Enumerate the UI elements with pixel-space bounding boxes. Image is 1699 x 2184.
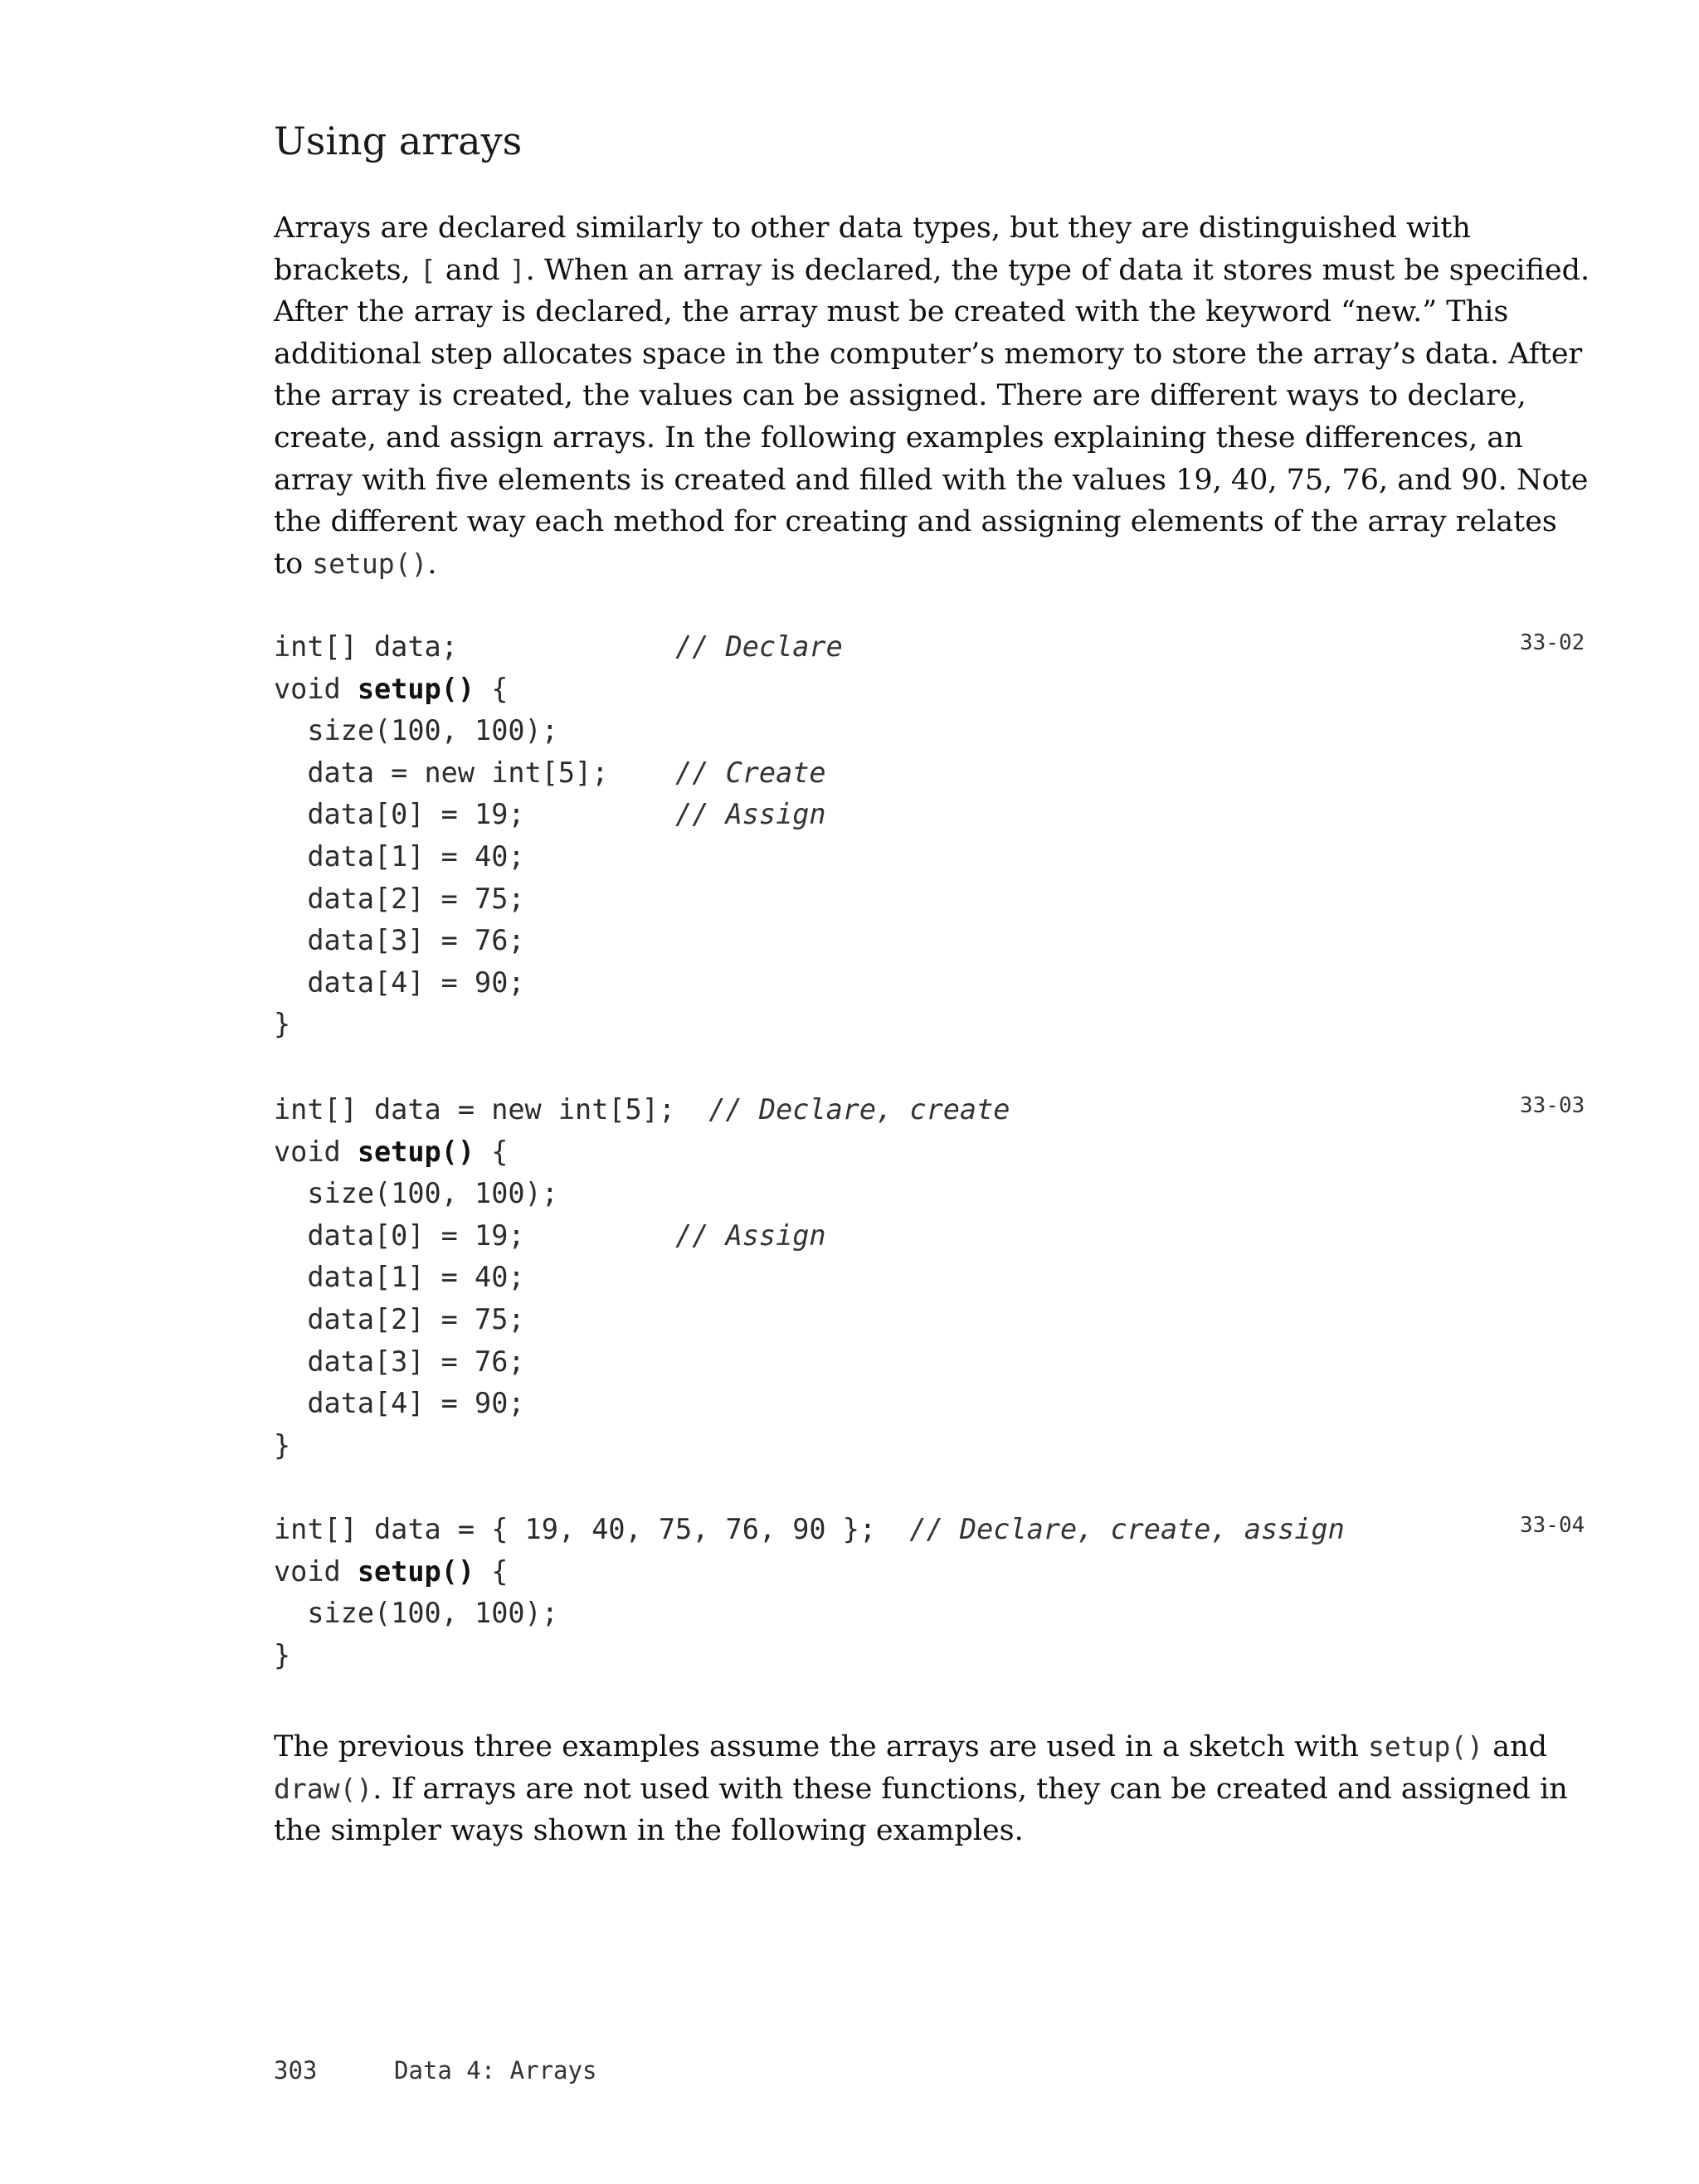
inline-code: [	[419, 253, 436, 286]
code-comment: // Assign	[675, 798, 826, 831]
code-text: size(100, 100);	[274, 1597, 558, 1630]
paragraph-line	[274, 1726, 1548, 1768]
code-text: data[0] = 19;	[274, 798, 676, 831]
code-text: size(100, 100);	[274, 714, 558, 747]
code-text: data[1] = 40;	[274, 839, 525, 873]
code-text: data[2] = 75;	[274, 882, 525, 915]
text-run: to	[274, 547, 313, 581]
code-text: }	[274, 1428, 291, 1462]
inline-code: setup()	[312, 547, 428, 580]
code-text: {	[475, 1554, 509, 1588]
code-line	[274, 1383, 1010, 1425]
code-line	[274, 1215, 1010, 1257]
code-line	[274, 1131, 1010, 1174]
code-text: void	[274, 1135, 358, 1168]
code-line	[274, 1089, 1010, 1131]
paragraph-line	[274, 501, 1557, 543]
code-line	[274, 752, 843, 795]
code-text: data[0] = 19;	[274, 1218, 676, 1252]
text-run: the array is created, the values can be assigned. There are different ways to declare,	[274, 379, 1526, 413]
code-line	[274, 1004, 843, 1046]
function-name: setup()	[357, 1554, 475, 1588]
code-line	[274, 1257, 1010, 1299]
code-line	[274, 836, 843, 878]
code-line	[274, 1173, 1010, 1215]
code-text: void	[274, 672, 358, 705]
code-line	[274, 962, 843, 1004]
code-line	[274, 626, 843, 669]
paragraph-line	[274, 250, 1590, 292]
function-name: setup()	[357, 1135, 475, 1168]
text-run: and	[1483, 1730, 1548, 1763]
code-line	[274, 878, 843, 921]
code-example	[274, 626, 843, 1046]
code-line	[274, 710, 843, 752]
running-footer-title: Data 4: Arrays	[394, 2056, 597, 2084]
code-comment: // Declare	[675, 630, 843, 663]
code-line	[274, 1299, 1010, 1341]
code-line	[274, 920, 843, 962]
text-run: The previous three examples assume the arrays are used in a sketch with	[274, 1730, 1369, 1763]
example-number: 33-04	[1520, 1513, 1585, 1538]
page-number: 303	[274, 2056, 318, 2084]
code-text: int[] data = { 19, 40, 75, 76, 90 };	[274, 1513, 910, 1545]
text-run: . When an array is declared, the type of data it stores must be specified.	[525, 253, 1590, 287]
text-run: brackets,	[274, 253, 420, 287]
code-text: data[1] = 40;	[274, 1261, 525, 1294]
intro-paragraph	[274, 207, 1590, 585]
inline-code: draw()	[274, 1772, 373, 1805]
code-comment: // Create	[675, 756, 826, 789]
code-text: void	[274, 1554, 358, 1588]
text-run: Arrays are declared similarly to other data types, but they are distinguished with	[274, 212, 1471, 245]
code-text: data[3] = 76;	[274, 1345, 525, 1378]
text-run: array with five elements is created and filled with the values 19, 40, 75, 76, and 90. Note	[274, 463, 1589, 497]
paragraph-line	[274, 291, 1509, 333]
paragraph-line	[274, 1768, 1568, 1811]
code-line	[274, 1509, 1345, 1551]
text-run: . If arrays are not used with these functions, they can be created and assigned in	[372, 1772, 1568, 1806]
text-run: create, and assign arrays. In the following examples explaining these differences, an	[274, 421, 1523, 455]
text-run: After the array is declared, the array must be created with the keyword “new.” This	[274, 295, 1509, 329]
code-text: data[4] = 90;	[274, 966, 525, 999]
code-text: data[4] = 90;	[274, 1387, 525, 1420]
code-text: data[3] = 76;	[274, 924, 525, 957]
code-text: {	[475, 672, 509, 705]
code-line	[274, 669, 843, 711]
code-text: }	[274, 1008, 291, 1041]
code-text: }	[274, 1638, 291, 1671]
inline-code: setup()	[1368, 1730, 1484, 1763]
code-line	[274, 794, 843, 836]
text-run: additional step allocates space in the computer’s memory to store the array’s data. After	[274, 337, 1583, 371]
paragraph-line	[274, 543, 1477, 586]
code-comment: // Declare, create, assign	[909, 1513, 1345, 1545]
function-name: setup()	[357, 672, 475, 705]
code-line	[274, 1635, 1345, 1677]
code-comment: // Declare, create	[708, 1093, 1010, 1126]
code-text: int[] data;	[274, 630, 676, 663]
code-comment: // Assign	[675, 1218, 826, 1252]
code-example	[274, 1509, 1345, 1676]
code-text: data = new int[5];	[274, 756, 676, 789]
paragraph-line	[274, 333, 1583, 376]
code-example	[274, 1089, 1010, 1467]
code-text: data[2] = 75;	[274, 1302, 525, 1335]
code-text: int[] data = new int[5];	[274, 1093, 709, 1126]
paragraph-line	[274, 1810, 1477, 1852]
inline-code: ]	[509, 253, 526, 286]
code-text: size(100, 100);	[274, 1177, 558, 1210]
text-run: the different way each method for creating and assigning elements of the array relates	[274, 505, 1557, 539]
example-number: 33-02	[1520, 630, 1585, 655]
outro-paragraph	[274, 1726, 1568, 1852]
paragraph-line	[274, 375, 1526, 417]
text-run: .	[427, 547, 437, 581]
code-line	[274, 1593, 1345, 1635]
text-run: and	[436, 253, 509, 287]
text-run: the simpler ways shown in the following examples.	[274, 1814, 1024, 1848]
code-line	[274, 1425, 1010, 1467]
code-text: {	[475, 1135, 509, 1168]
paragraph-line	[274, 460, 1589, 502]
example-number: 33-03	[1520, 1093, 1585, 1118]
paragraph-line	[274, 207, 1477, 250]
section-heading: Using arrays	[274, 119, 523, 163]
code-line	[274, 1341, 1010, 1384]
code-line	[274, 1551, 1345, 1593]
paragraph-line	[274, 417, 1523, 460]
